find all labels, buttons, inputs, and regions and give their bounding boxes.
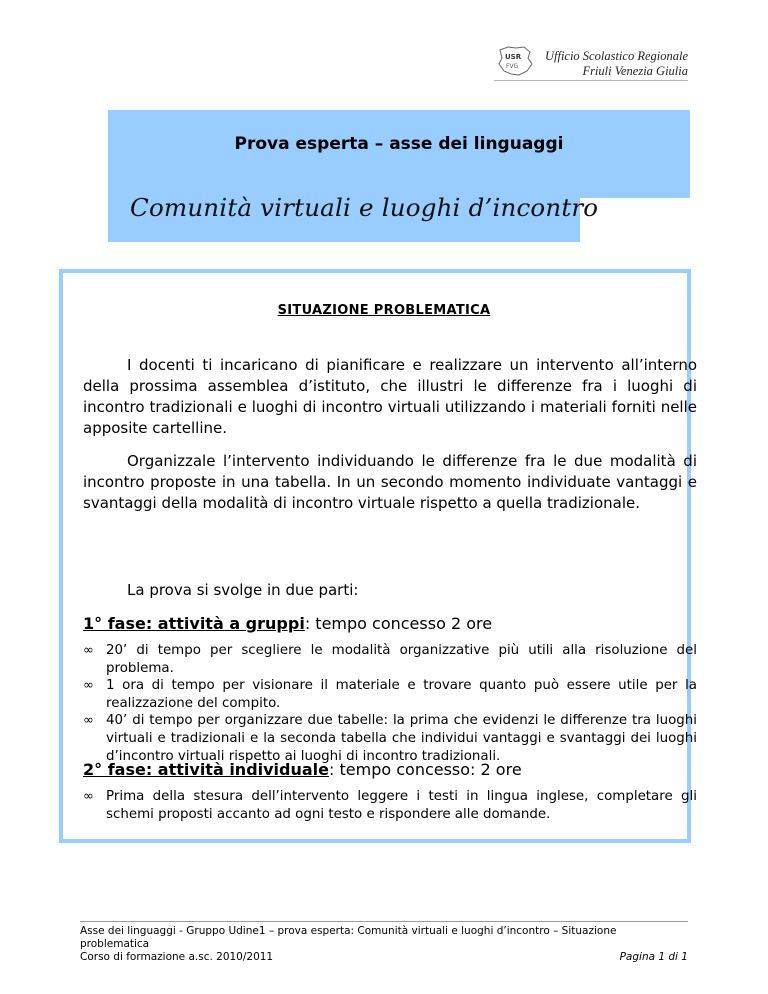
phase-1-heading xyxy=(83,614,492,633)
phase-2-label: 2° fase: attività individuale xyxy=(83,760,330,779)
usr-fvg-logo xyxy=(494,44,536,78)
title-banner xyxy=(108,110,690,198)
svg-text:FVG: FVG xyxy=(506,63,519,70)
phase-2-heading xyxy=(83,760,522,779)
infinity-bullet-icon: ∞ xyxy=(83,789,94,804)
footer xyxy=(80,925,688,964)
phase-1-label: 1° fase: attività a gruppi xyxy=(83,614,305,633)
header-line-2: Friuli Venezia Giulia xyxy=(582,64,688,78)
paragraph-1: I docenti ti incaricano di pianificare e realizzare un intervento all’interno della prossima assemblea d’istituto, che illustri le differenze fra i luoghi di incontro tradizionali e luoghi di incontro virtuali utilizzando i materiali forniti nelle apposite cartelline. xyxy=(83,356,697,437)
page-subtitle: Comunità virtuali e luoghi d’incontro xyxy=(130,193,599,222)
list-item: ∞ 20’ di tempo per scegliere le modalità organizzative più utili alla risoluzione del problema. xyxy=(83,643,697,676)
infinity-bullet-icon: ∞ xyxy=(83,643,94,658)
footer-divider xyxy=(80,921,688,922)
list-item: ∞ 40’ di tempo per organizzare due tabelle: la prima che evidenzi le differenze tra luoghi virtuali e tradizionali e la seconda tabella che individui vantaggi e svantaggi dei luoghi d’incontro virtuali rispetto ai luoghi di incontro tradizionali. xyxy=(83,713,697,764)
page-title: Prova esperta – asse dei linguaggi xyxy=(234,134,564,154)
page-number: Pagina 1 di 1 xyxy=(619,951,688,963)
paragraph-2: Organizzale l’intervento individuando le differenze fra le due modalità di incontro proposte in una tabella. In un secondo momento individuate vantaggi e svantaggi della modalità di incontro virtuale rispetto a quella tradizionale. xyxy=(83,452,697,512)
svg-text:USR: USR xyxy=(505,53,522,61)
phase-1-list xyxy=(83,642,697,765)
header-divider xyxy=(494,80,688,81)
footer-line-1: Asse dei linguaggi - Gruppo Udine1 – prova esperta: Comunità virtuali e luoghi d’incontro – Situazione problematica xyxy=(80,925,617,950)
footer-course: Corso di formazione a.sc. 2010/2011 xyxy=(80,951,274,963)
phase-1-duration: : tempo concesso 2 ore xyxy=(304,614,493,633)
infinity-bullet-icon: ∞ xyxy=(83,678,94,694)
list-item: ∞ 1 ora di tempo per visionare il materiale e trovare quanto può essere utile per la realizzazione del compito. xyxy=(83,678,697,711)
header-institution xyxy=(545,49,688,79)
intro-text: La prova si svolge in due parti: xyxy=(127,581,359,599)
section-heading: SITUAZIONE PROBLEMATICA xyxy=(277,303,491,318)
infinity-bullet-icon: ∞ xyxy=(83,713,94,729)
list-item: ∞ Prima della stesura dell’intervento leggere i testi in lingua inglese, completare gli schemi proposti accanto ad ogni testo e rispondere alle domande. xyxy=(83,789,697,822)
header-line-1: Ufficio Scolastico Regionale xyxy=(544,49,688,63)
phase-2-duration: : tempo concesso: 2 ore xyxy=(329,760,522,779)
phase-2-list xyxy=(83,788,697,823)
